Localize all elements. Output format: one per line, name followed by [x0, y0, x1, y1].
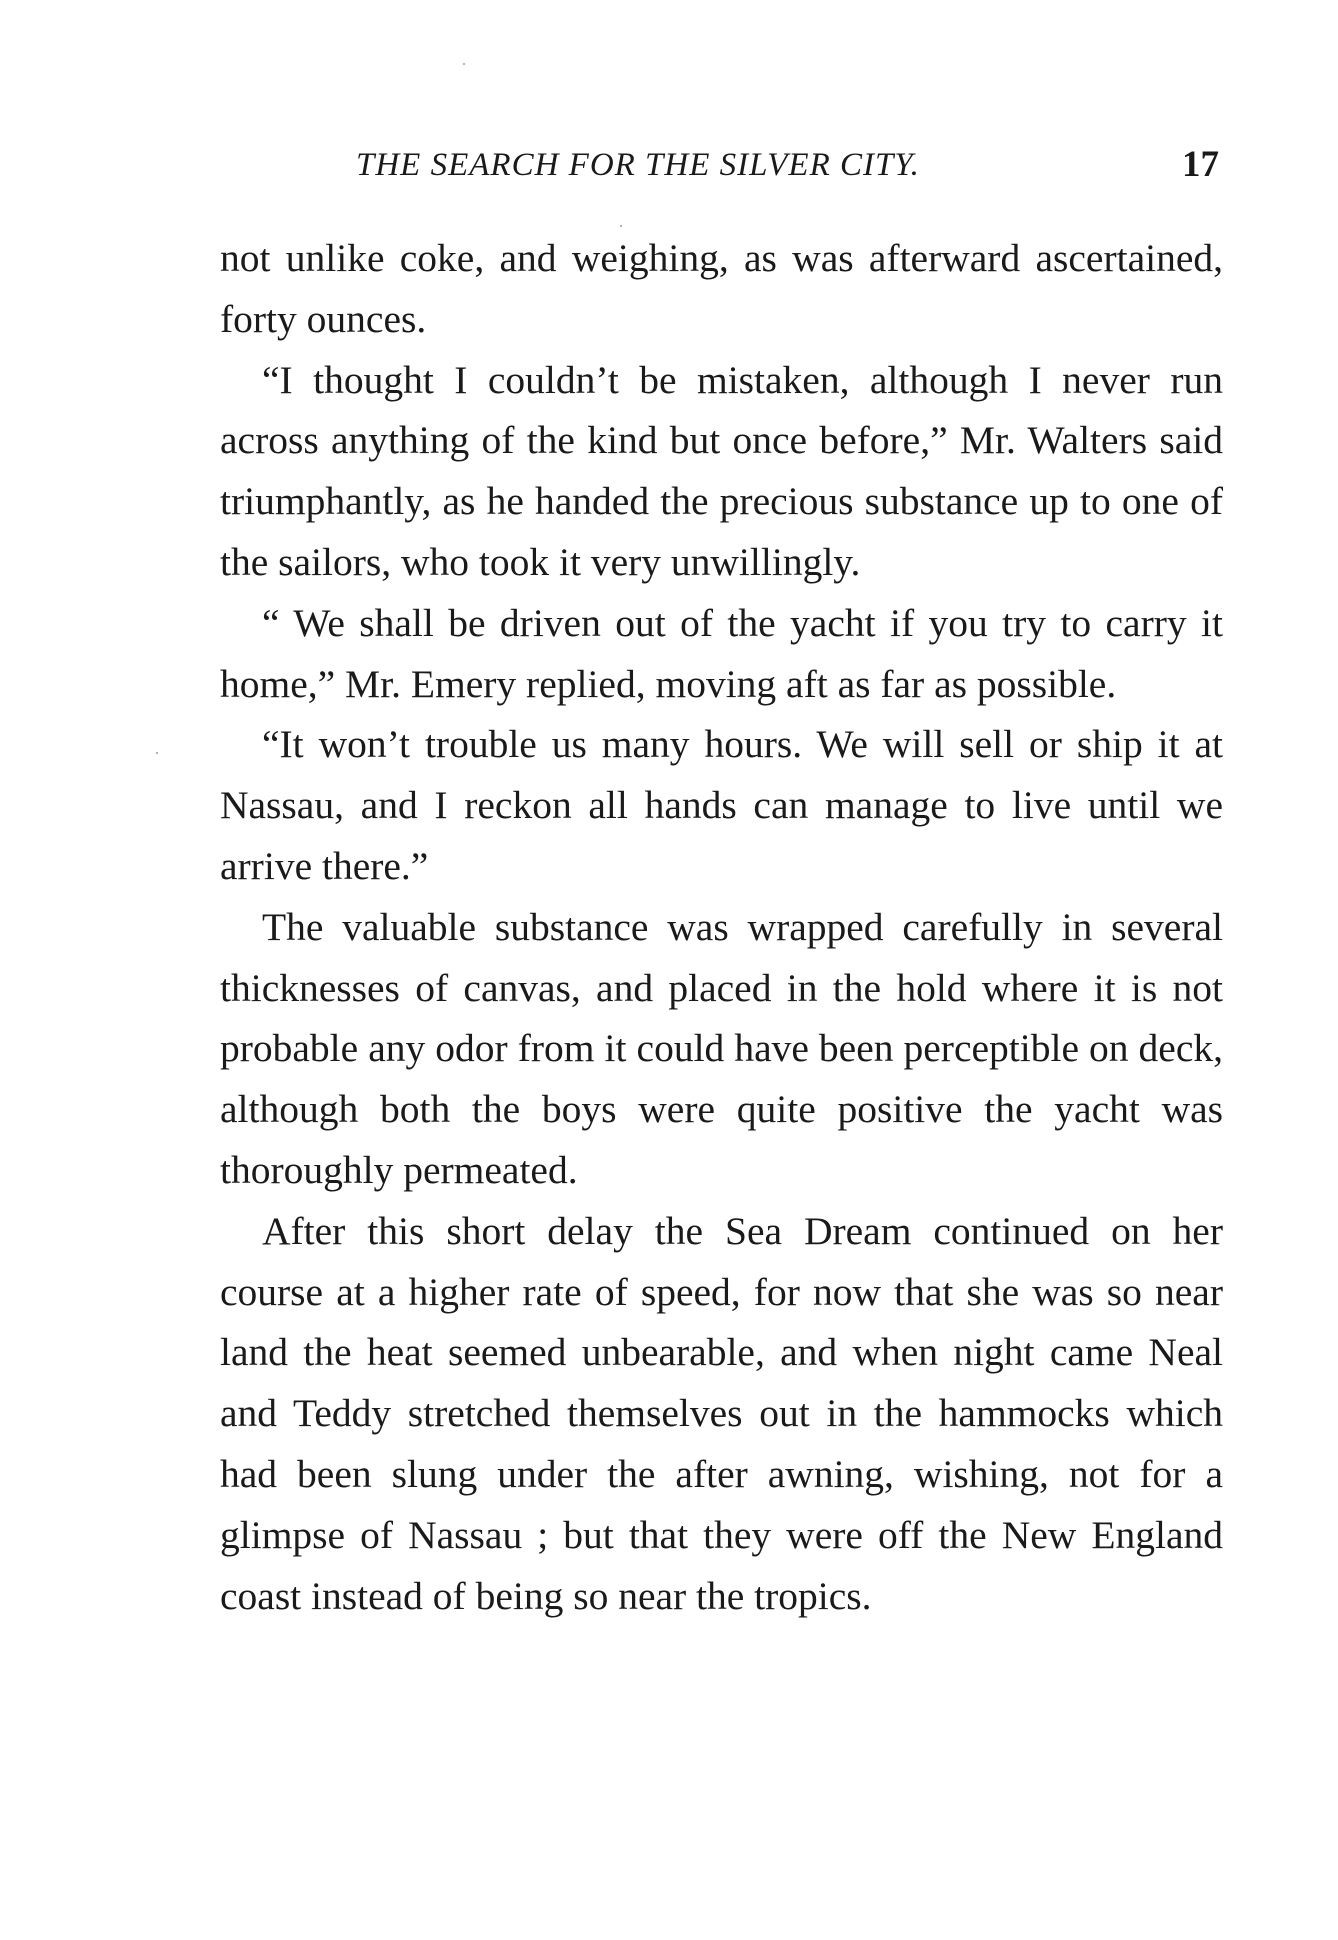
- paper-speck: [620, 225, 622, 227]
- page-number: 17: [1182, 144, 1219, 185]
- paragraph-emery-reply: “ We shall be driven out of the yacht if you try to carry it home,” Mr. Emery replied, moving aft as far as possible.: [220, 600, 1223, 706]
- paper-speck: [156, 752, 158, 754]
- paragraph-night-hammocks: After this short delay the Sea Dream continued on her course at a higher rate of speed, for now that she was so near land the heat seemed unbearable, and when night came Neal and Teddy stretched themselves out in the hammocks which had been slung under the after awning, wishing, not for a glimpse of Nassau ; but that they were off the New England coast instead of being so near the tropics.: [220, 1208, 1223, 1618]
- running-title: THE SEARCH FOR THE SILVER CITY.: [356, 147, 920, 183]
- body-text: [220, 228, 1223, 1626]
- paragraph-nassau-plan: “It won’t trouble us many hours. We will sell or ship it at Nassau, and I reckon all hands can manage to live until we arrive there.”: [220, 722, 1223, 888]
- paper-speck: [463, 63, 465, 65]
- paragraph-walters-speech: “I thought I couldn’t be mistaken, although I never run across anything of the kind but once before,” Mr. Walters said triumphantly, as he handed the precious substance up to one of the sailors, who took it very unwillingly.: [220, 357, 1223, 584]
- paragraph-continued: not unlike coke, and weighing, as was afterward ascertained, forty ounces.: [220, 236, 1223, 341]
- paragraph-substance-stored: The valuable substance was wrapped carefully in several thicknesses of canvas, and placed in the hold where it is not probable any odor from it could have been perceptible on deck, although both the boys were quite positive the yacht was thoroughly permeated.: [220, 904, 1223, 1192]
- running-head: [220, 140, 1223, 190]
